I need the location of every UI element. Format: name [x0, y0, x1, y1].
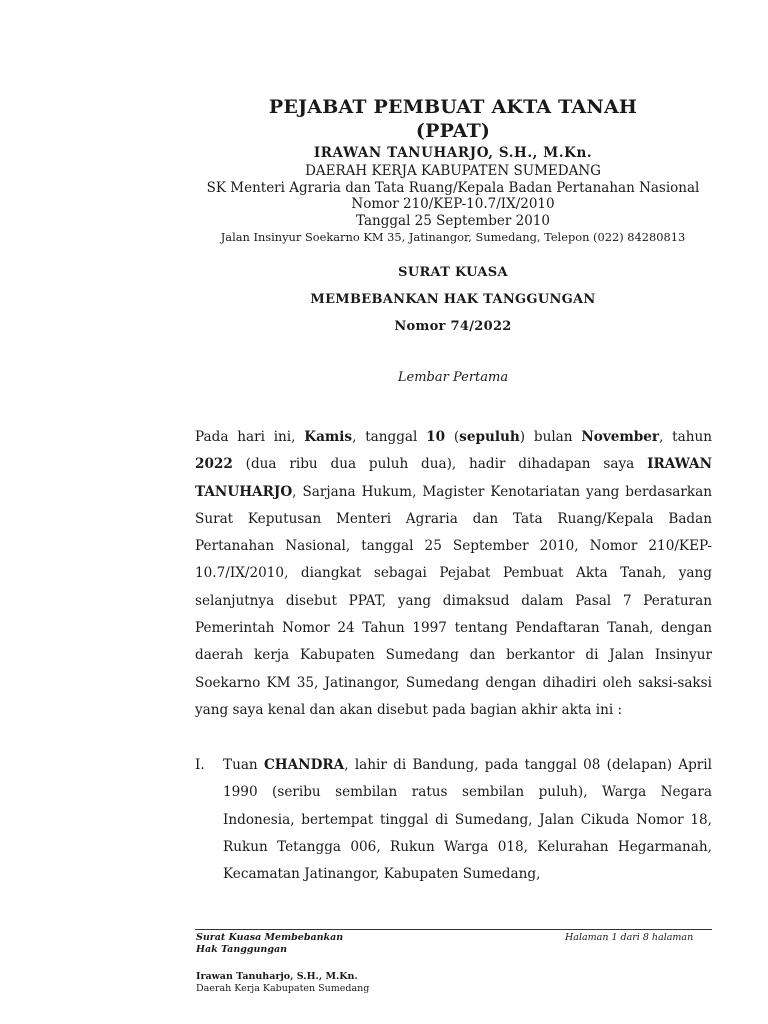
- page-number: Halaman 1 dari 8 halaman: [565, 932, 694, 943]
- footer-doc-line2: Hak Tanggungan: [196, 943, 288, 955]
- footer-doc-line1: Surat Kuasa Membebankan: [196, 932, 344, 943]
- list-item: [195, 752, 712, 888]
- year-number: 2022: [195, 456, 233, 473]
- party-list: [195, 752, 712, 888]
- doc-title: SURAT KUASA: [398, 265, 508, 280]
- footer-doc-label: [196, 932, 343, 955]
- ppat-name: IRAWAN TANUHARJO, S.H., M.Kn.: [313, 145, 593, 161]
- sheet-label: Lembar Pertama: [397, 370, 509, 385]
- sk-date: Tanggal 25 September 2010: [356, 212, 550, 229]
- header-subtitle: (PPAT): [415, 120, 491, 142]
- body-text: , tanggal: [352, 429, 427, 445]
- sk-number: Nomor 210/KEP-10.7/IX/2010: [351, 196, 555, 212]
- footer-signature: [196, 971, 369, 995]
- work-region: DAERAH KERJA KABUPATEN SUMEDANG: [305, 163, 601, 179]
- body-text: (dua ribu dua puluh dua), hadir dihadapan saya: [232, 456, 648, 473]
- header-title: PEJABAT PEMBUAT AKTA TANAH: [268, 96, 638, 118]
- month-name: November: [581, 429, 660, 445]
- day-name: Kamis: [304, 429, 353, 445]
- doc-number: Nomor 74/2022: [394, 319, 512, 334]
- ppat-name-inline: IRAWAN TANUHARJO: [195, 456, 712, 500]
- footer-divider: [195, 929, 712, 930]
- list-item-text: , lahir di Bandung, pada tanggal 08 (delapan) April 1990 (seribu sembilan ratus sembilan puluh), Warga Negara Indonesia, bertempat tinggal di Sumedang, Jalan Cikuda Nomor 18, Rukun Tetangga 006, Rukun Warga 018, Kelurahan Hegarmanah, Kecamatan Jatinangor, Kabupaten Sumedang,: [223, 757, 712, 883]
- office-address: Jalan Insinyur Soekarno KM 35, Jatinangor, Sumedang, Telepon (022) 84280813: [220, 230, 686, 244]
- party-name: CHANDRA: [263, 757, 345, 773]
- sk-line: SK Menteri Agraria dan Tata Ruang/Kepala Badan Pertanahan Nasional: [206, 179, 700, 196]
- footer-ppat-name: Irawan Tanuharjo, S.H., M.Kn.: [196, 971, 358, 982]
- body-text: , tahun: [659, 429, 713, 445]
- list-item-text: Tuan: [223, 757, 264, 773]
- list-item-number: I.: [195, 757, 205, 773]
- footer-region: Daerah Kerja Kabupaten Sumedang: [196, 983, 370, 994]
- opening-paragraph: [195, 424, 712, 724]
- doc-title-sub: MEMBEBANKAN HAK TANGGUNGAN: [310, 292, 596, 307]
- body-text: Pada hari ini,: [195, 429, 305, 445]
- body-text: , Sarjana Hukum, Magister Kenotariatan yang berdasarkan Surat Keputusan Menteri Agraria dan Tata Ruang/Kepala Badan Pertanahan Nasional, tanggal 25 September 2010, Nomor 210/KEP-10.7/IX/2010, diangkat sebagai Pejabat Pembuat Akta Tanah, yang selanjutnya disebut PPAT, yang dimaksud dalam Pasal 7 Peraturan Pemerintah Nomor 24 Tahun 1997 tentang Pendaftaran Tanah, dengan daerah kerja Kabupaten Sumedang dan berkantor di Jalan Insinyur Soekarno KM 35, Jatinangor, Sumedang dengan dihadiri oleh saksi-saksi yang saya kenal dan akan disebut pada bagian akhir akta ini :: [195, 483, 712, 718]
- date-number: 10: [426, 429, 446, 445]
- ppat-header: [150, 95, 756, 245]
- body-text: ) bulan: [519, 429, 582, 445]
- body-text: (: [445, 429, 460, 445]
- date-word: sepuluh: [459, 429, 520, 445]
- document-title-block: [150, 264, 756, 387]
